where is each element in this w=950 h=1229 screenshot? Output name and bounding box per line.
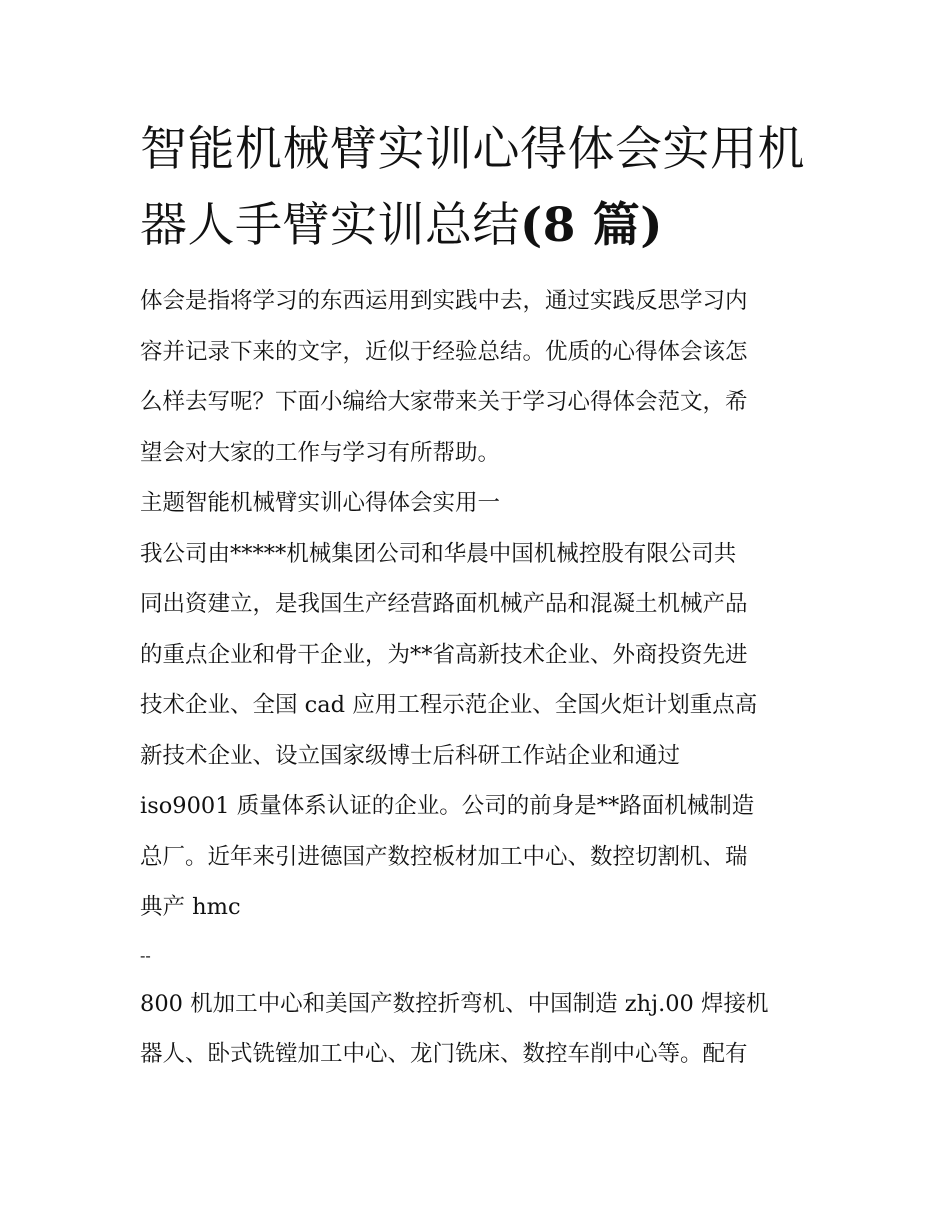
body-line: 技术企业、全国 cad 应用工程示范企业、全国火炬计划重点高 — [140, 692, 758, 718]
body-line: 总厂。近年来引进德国产数控板材加工中心、数控切割机、瑞 — [140, 843, 748, 870]
body-line: 同出资建立，是我国生产经营路面机械产品和混凝土机械产品 — [140, 591, 748, 617]
intro-line: 么样去写呢？下面小编给大家带来关于学习心得体会范文，希 — [140, 389, 748, 415]
continuation-line: 800 机加工中心和美国产数控折弯机、中国制造 zhj.00 焊接机 — [140, 990, 769, 1017]
intro-line: 容并记录下来的文字，近似于经验总结。优质的心得体会该怎 — [140, 338, 748, 365]
document-title — [140, 112, 815, 264]
intro-line: 望会对大家的工作与学习有所帮助。 — [140, 439, 501, 466]
intro-line: 体会是指将学习的东西运用到实践中去，通过实践反思学习内 — [140, 288, 748, 314]
continuation-line: 器人、卧式铣镗加工中心、龙门铣床、数控车削中心等。配有 — [140, 1041, 748, 1067]
section-heading: 主题智能机械臂实训心得体会实用一 — [140, 490, 501, 516]
title-text: 智能机械臂实训心得体会实用机器人手臂实训总结 — [140, 122, 805, 253]
document-page — [140, 112, 815, 1080]
body-line: 典产 hmc — [140, 894, 241, 920]
body-line: 新技术企业、设立国家级博士后科研工作站企业和通过 — [140, 742, 681, 769]
page-separator: -- — [140, 945, 151, 965]
body-line: 我公司由*****机械集团公司和华晨中国机械控股有限公司共 — [140, 540, 737, 567]
body-line: 的重点企业和骨干企业，为**省高新技术企业、外商投资先进 — [140, 641, 748, 668]
body-line: iso9001 质量体系认证的企业。公司的前身是**路面机械制造 — [140, 793, 755, 819]
title-count: (8 篇) — [520, 198, 664, 253]
